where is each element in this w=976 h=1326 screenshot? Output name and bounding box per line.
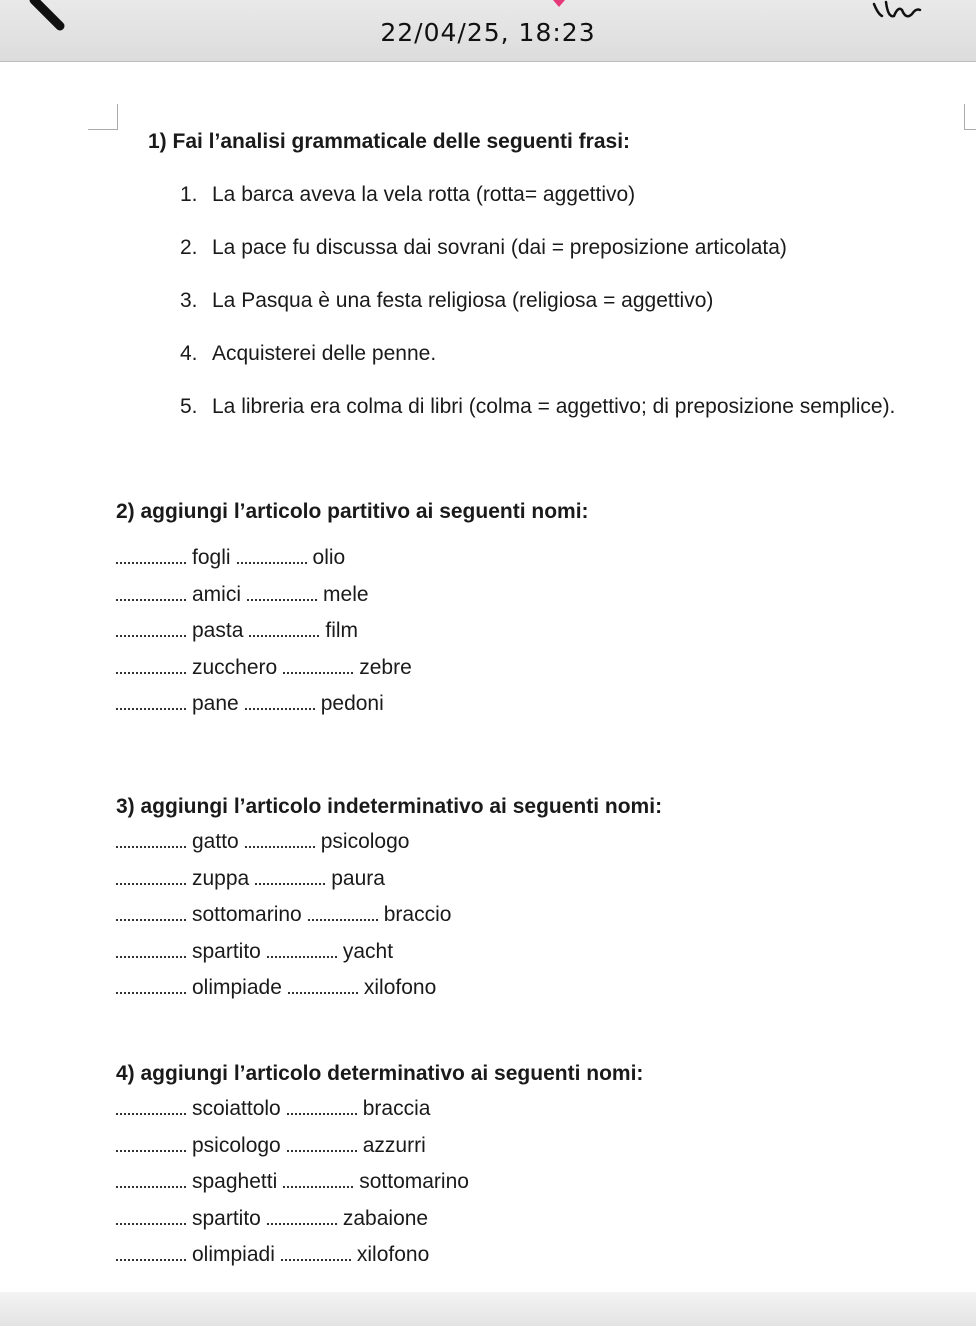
blank-line <box>116 660 186 674</box>
exercise3-title: 3) aggiungi l’articolo indeterminativo ai seguenti nomi: <box>116 795 663 818</box>
list-item: 1. La barca aveva la vela rotta (rotta= aggettivo) <box>180 183 636 206</box>
exercise1-title: 1) Fai l’analisi grammaticale delle seguenti frasi: <box>148 130 631 153</box>
blank-line <box>116 1174 186 1188</box>
notification-dot-icon <box>553 0 565 8</box>
blank-line <box>249 623 319 637</box>
blank-line <box>255 871 325 885</box>
timestamp: 22/04/25, 18:23 <box>380 18 596 47</box>
blank-line <box>247 587 317 601</box>
blank-line <box>283 660 353 674</box>
crop-mark-top-right <box>964 104 976 130</box>
exercise2-title: 2) aggiungi l’articolo partitivo ai seguenti nomi: <box>116 500 589 523</box>
blank-line <box>283 1174 353 1188</box>
exercise-row: olimpiade xilofono <box>116 976 451 1013</box>
list-item: 4. Acquisterei delle penne. <box>180 342 437 365</box>
exercise-row: sottomarino braccio <box>116 903 451 940</box>
exercise2-rows <box>116 546 412 729</box>
exercise-row: pane pedoni <box>116 692 412 729</box>
exercise-row: gatto psicologo <box>116 830 451 867</box>
exercise-row: scoiattolo braccia <box>116 1097 469 1134</box>
exercise-row: fogli olio <box>116 546 412 583</box>
exercise1-list <box>180 183 895 448</box>
exercise-row: psicologo azzurri <box>116 1134 469 1171</box>
blank-line <box>267 944 337 958</box>
blank-line <box>116 1138 186 1152</box>
exercise-row: spaghetti sottomarino <box>116 1170 469 1207</box>
blank-line <box>116 1211 186 1225</box>
blank-line <box>116 871 186 885</box>
exercise-row: zucchero zebre <box>116 656 412 693</box>
exercise-row: zuppa paura <box>116 867 451 904</box>
blank-line <box>308 907 378 921</box>
blank-line <box>116 1101 186 1115</box>
blank-line <box>116 834 186 848</box>
top-bar <box>0 0 976 62</box>
blank-line <box>287 1101 357 1115</box>
exercise-row: amici mele <box>116 583 412 620</box>
exercise-row: olimpiadi xilofono <box>116 1243 469 1280</box>
exercise-row: spartito yacht <box>116 940 451 977</box>
exercise-row: pasta film <box>116 619 412 656</box>
blank-line <box>245 696 315 710</box>
blank-line <box>116 696 186 710</box>
scribble-icon <box>872 0 924 30</box>
exercise4-rows <box>116 1097 469 1280</box>
exercise3-rows <box>116 830 451 1013</box>
blank-line <box>116 1247 186 1261</box>
exercise-row: spartito zabaione <box>116 1207 469 1244</box>
blank-line <box>116 907 186 921</box>
blank-line <box>267 1211 337 1225</box>
crop-mark-top-left <box>88 104 118 130</box>
blank-line <box>287 1138 357 1152</box>
bottom-bar <box>0 1292 976 1326</box>
blank-line <box>116 587 186 601</box>
list-item: 3. La Pasqua è una festa religiosa (religiosa = aggettivo) <box>180 289 714 312</box>
blank-line <box>288 980 358 994</box>
blank-line <box>116 550 186 564</box>
blank-line <box>116 944 186 958</box>
blank-line <box>116 980 186 994</box>
list-item: 5. La libreria era colma di libri (colma = aggettivo; di preposizione semplice). <box>180 395 896 418</box>
exercise4-title: 4) aggiungi l’articolo determinativo ai seguenti nomi: <box>116 1062 644 1085</box>
blank-line <box>116 623 186 637</box>
blank-line <box>245 834 315 848</box>
blank-line <box>281 1247 351 1261</box>
blank-line <box>237 550 307 564</box>
list-item: 2. La pace fu discussa dai sovrani (dai = preposizione articolata) <box>180 236 787 259</box>
